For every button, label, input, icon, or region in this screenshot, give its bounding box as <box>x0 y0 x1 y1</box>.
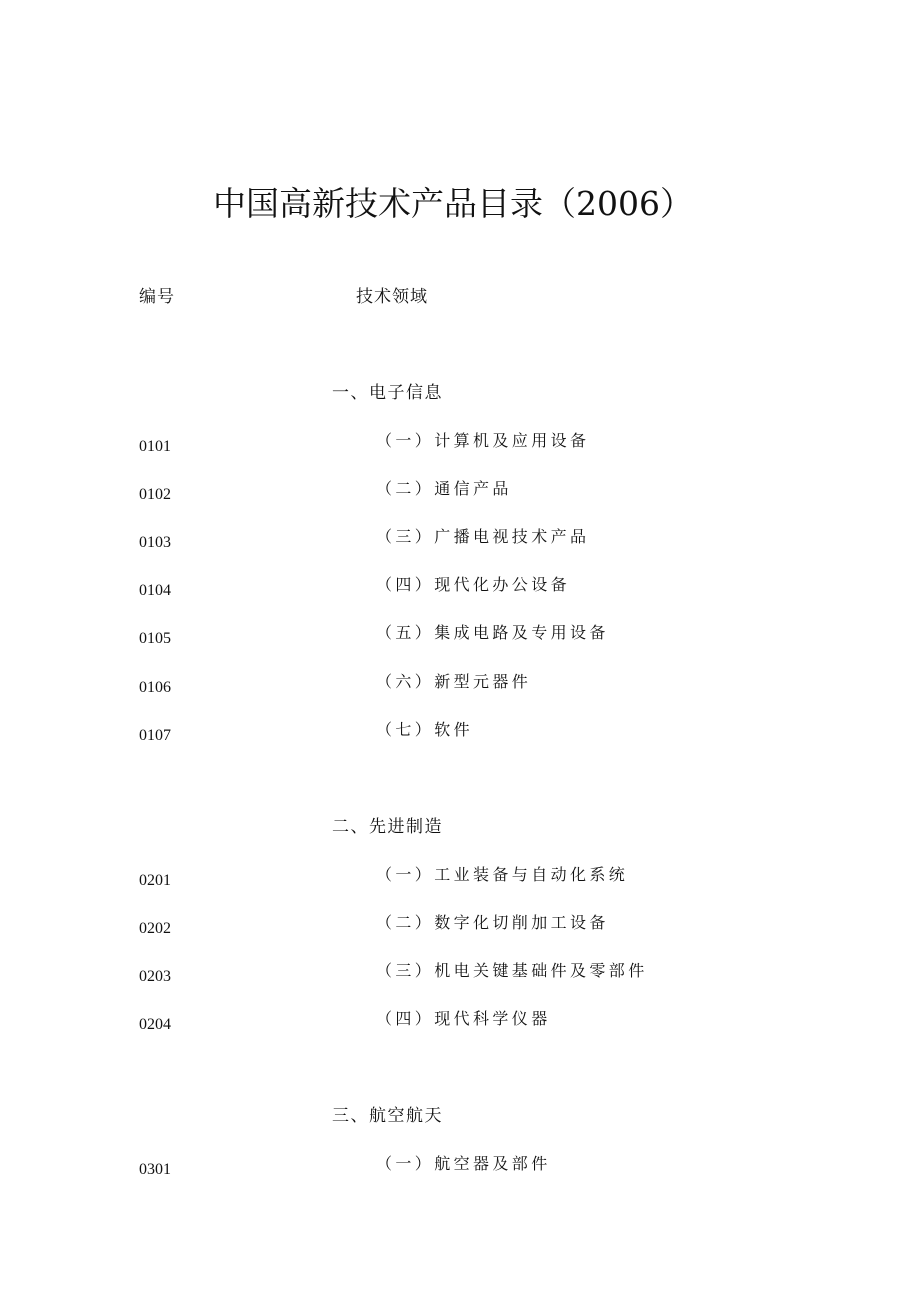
row-label: （二）数字化切削加工设备 <box>376 913 609 932</box>
row-label: （四）现代科学仪器 <box>376 1009 551 1028</box>
row-code: 0104 <box>139 582 171 599</box>
section-heading: 一、电子信息 <box>332 383 443 403</box>
catalog-row <box>0 912 920 942</box>
catalog-row <box>0 864 920 894</box>
section-heading: 三、航空航天 <box>332 1106 443 1126</box>
catalog-row <box>0 719 920 749</box>
catalog-row <box>0 1153 920 1183</box>
row-label: （五）集成电路及专用设备 <box>376 623 609 642</box>
row-label: （三）机电关键基础件及零部件 <box>376 961 648 980</box>
row-label: （一）航空器及部件 <box>376 1154 551 1173</box>
catalog-row <box>0 478 920 508</box>
row-code: 0204 <box>139 1016 171 1033</box>
row-code: 0106 <box>139 679 171 696</box>
row-label: （二）通信产品 <box>376 479 512 498</box>
row-code: 0101 <box>139 438 171 455</box>
row-code: 0107 <box>139 727 171 744</box>
row-code: 0301 <box>139 1161 171 1178</box>
row-code: 0105 <box>139 630 171 647</box>
catalog-row <box>0 960 920 990</box>
document-title: 中国高新技术产品目录（2006） <box>213 184 693 223</box>
row-label: （六）新型元器件 <box>376 672 532 691</box>
catalog-row <box>0 526 920 556</box>
row-code: 0202 <box>139 920 171 937</box>
section-heading: 二、先进制造 <box>332 817 443 837</box>
catalog-row <box>0 671 920 701</box>
row-code: 0103 <box>139 534 171 551</box>
row-code: 0102 <box>139 486 171 503</box>
catalog-row <box>0 574 920 604</box>
catalog-row <box>0 1008 920 1038</box>
column-header-field: 技术领域 <box>356 287 428 307</box>
catalog-row <box>0 622 920 652</box>
row-label: （一）工业装备与自动化系统 <box>376 865 629 884</box>
row-code: 0201 <box>139 872 171 889</box>
row-label: （一）计算机及应用设备 <box>376 431 590 450</box>
column-header-number: 编号 <box>139 287 175 307</box>
row-code: 0203 <box>139 968 171 985</box>
row-label: （七）软件 <box>376 720 474 739</box>
row-label: （三）广播电视技术产品 <box>376 527 590 546</box>
catalog-row <box>0 430 920 460</box>
row-label: （四）现代化办公设备 <box>376 575 571 594</box>
